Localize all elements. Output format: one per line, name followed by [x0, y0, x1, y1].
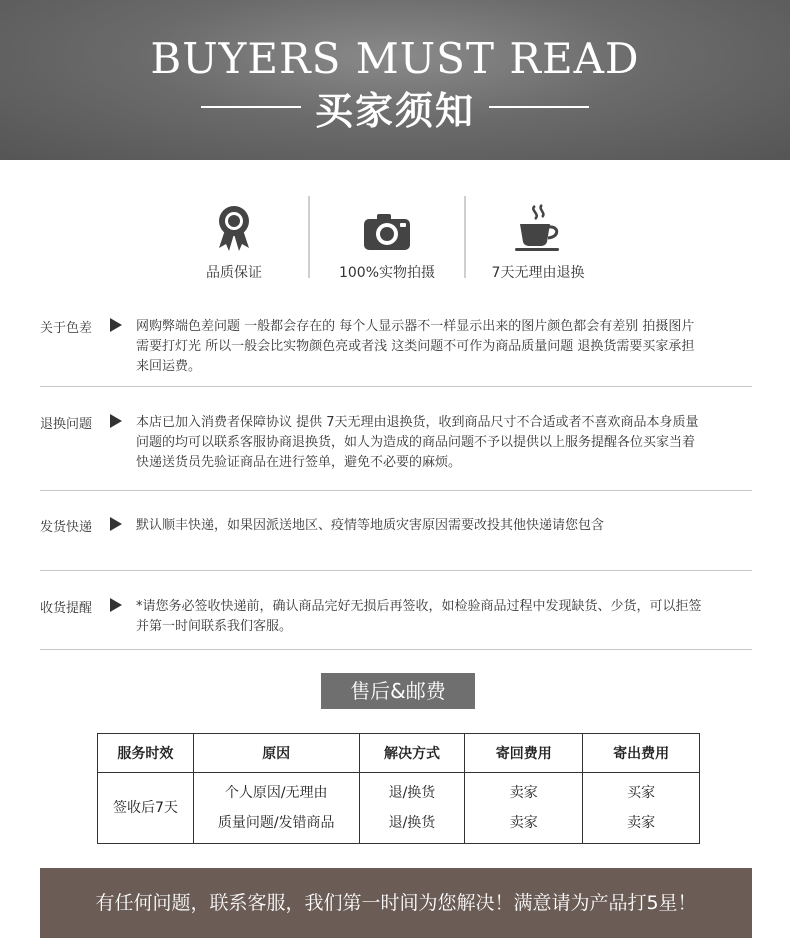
- table-cell-period: 签收后7天: [98, 773, 194, 844]
- table-cell-value: 质量问题/发错商品: [217, 815, 335, 831]
- notice-line: 网购弊端色差问题 一般都会存在的 每个人显示器不一样显示出来的图片颜色都会有差别 拍摄图片: [136, 319, 695, 334]
- notice-returns: [40, 413, 752, 473]
- notice-title: 发货快递: [40, 520, 93, 535]
- table-cell-value: 个人原因/无理由: [224, 785, 328, 801]
- divider: [40, 649, 752, 650]
- notice-title: 关于色差: [40, 321, 93, 336]
- notice-line: 问题的均可以联系客服协商退换货，如人为造成的商品问题不予以提供以上服务提醒各位买家当着: [136, 435, 696, 450]
- feature-separator-1: [308, 196, 310, 278]
- coffee-cup-icon: [511, 204, 565, 252]
- table-header-cell: 寄出费用: [583, 734, 700, 773]
- table-header-cell: 原因: [193, 734, 359, 773]
- notice-title: 退换问题: [40, 417, 93, 432]
- header-title-row: [0, 84, 790, 133]
- notice-line: 快递送货员先验证商品在进行签单，避免不必要的麻烦。: [136, 455, 462, 470]
- feature-strip: [0, 196, 790, 286]
- table-cell-send-fees: [583, 773, 700, 844]
- divider: [40, 386, 752, 387]
- notice-shipping: [40, 516, 752, 538]
- table-header-row: [98, 734, 700, 773]
- notice-line: 本店已加入消费者保障协议 提供 7天无理由退换货，收到商品尺寸不合适或者不喜欢商品本身质量: [136, 415, 699, 430]
- table-row: [98, 773, 700, 844]
- header-line-left: [201, 106, 301, 108]
- notice-text: [136, 317, 752, 377]
- notice-line: 来回运费。: [136, 359, 202, 374]
- feature-real-photo: [312, 196, 462, 282]
- triangle-right-icon: [110, 598, 122, 612]
- notice-text: [136, 516, 752, 536]
- feature-label-return: 7天无理由退换: [491, 265, 585, 281]
- header-title-cn: 买家须知: [314, 88, 475, 133]
- feature-return: [463, 196, 613, 282]
- feature-label-real-photo: 100%实物拍摄: [338, 265, 436, 281]
- table-cell-solutions: [359, 773, 465, 844]
- triangle-right-icon: [110, 414, 122, 428]
- table-cell-reasons: [193, 773, 359, 844]
- table-header-cell: 解决方式: [359, 734, 465, 773]
- feature-quality: [159, 196, 309, 282]
- notice-title: 收货提醒: [40, 601, 93, 616]
- triangle-right-icon: [110, 318, 122, 332]
- table-cell-value: 卖家: [627, 815, 656, 831]
- notice-receipt: [40, 597, 752, 639]
- divider: [40, 570, 752, 571]
- fee-table: [97, 733, 700, 844]
- table-cell-return-fees: [465, 773, 583, 844]
- table-cell-value: 买家: [627, 785, 656, 801]
- notice-text: [136, 597, 752, 637]
- table-header-cell: 寄回费用: [465, 734, 583, 773]
- camera-icon: [362, 204, 412, 252]
- notice-line: 并第一时间联系我们客服。: [136, 619, 293, 634]
- notice-line: *请您务必签收快递前，确认商品完好无损后再签收，如检验商品过程中发现缺货、少货，可以拒签: [136, 599, 702, 614]
- feature-label-quality: 品质保证: [206, 265, 262, 281]
- notice-line: 默认顺丰快递，如果因派送地区、疫情等地质灾害原因需要改投其他快递请您包含: [136, 518, 605, 533]
- header-line-right: [489, 106, 589, 108]
- table-cell-value: 卖家: [509, 815, 538, 831]
- header-banner: [0, 0, 790, 160]
- notice-text: [136, 413, 752, 473]
- award-ribbon-icon: [216, 204, 252, 252]
- section-tag-after-sales: 售后&邮费: [321, 673, 475, 709]
- header-title-en: BUYERS MUST READ: [150, 34, 640, 83]
- notice-line: 需要打灯光 所以一般会比实物颜色亮或者浅 这类问题不可作为商品质量问题 退换货需要买家承担: [136, 339, 695, 354]
- table-cell-value: 退/换货: [388, 815, 436, 831]
- table-cell-value: 卖家: [509, 785, 538, 801]
- divider: [40, 490, 752, 491]
- notice-color-difference: [40, 317, 752, 377]
- table-cell-value: 退/换货: [388, 785, 436, 801]
- footer-banner: 有任何问题，联系客服，我们第一时间为您解决！满意请为产品打5星！: [40, 868, 752, 938]
- table-header-cell: 服务时效: [98, 734, 194, 773]
- triangle-right-icon: [110, 517, 122, 531]
